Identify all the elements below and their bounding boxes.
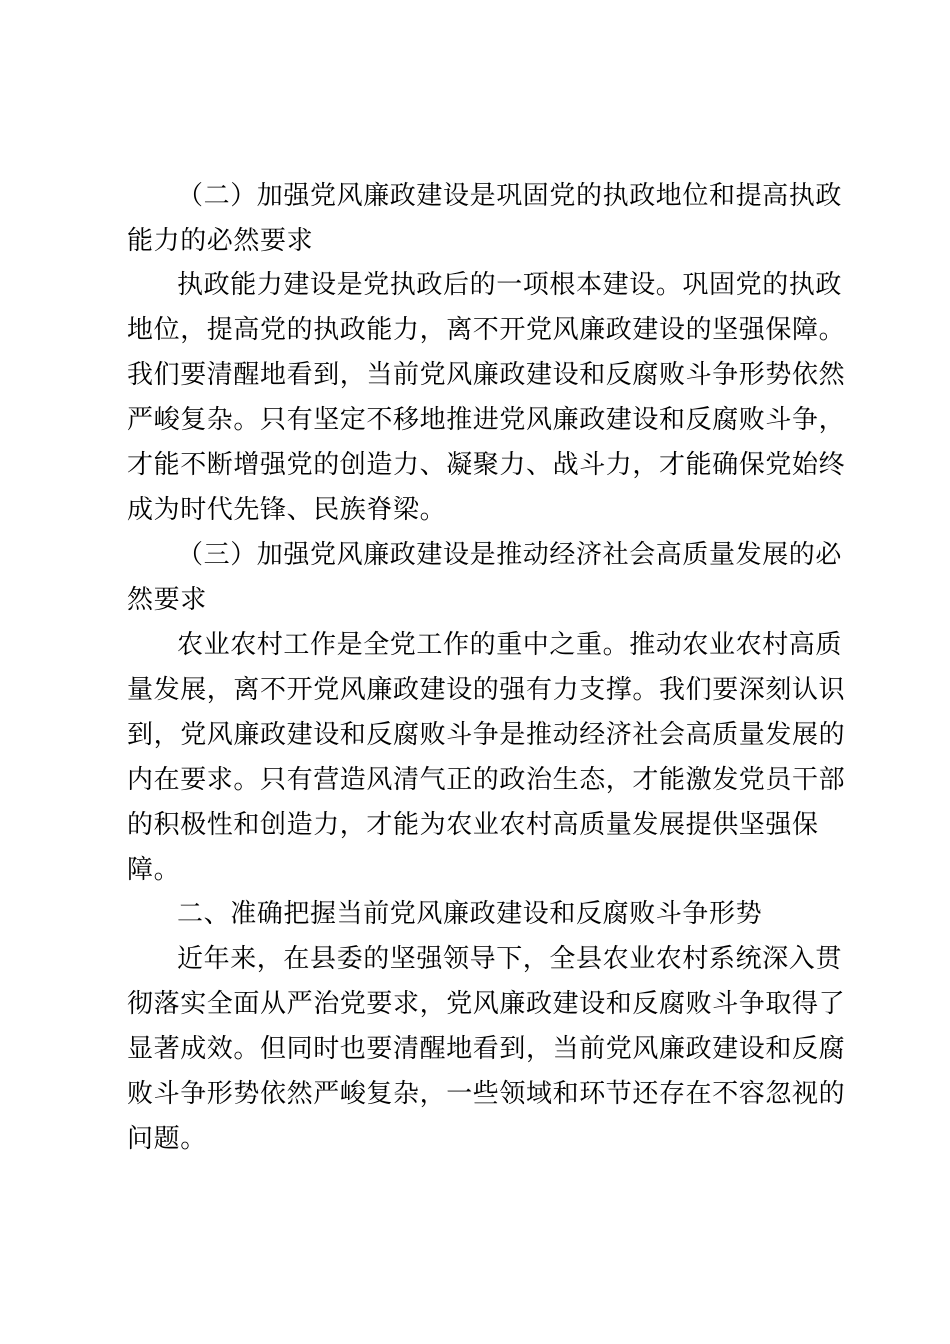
paragraph-1-line-4: 严峻复杂。只有坚定不移地推进党风廉政建设和反腐败斗争，	[127, 405, 846, 435]
paragraph-3-line-5: 问题。	[127, 1124, 207, 1154]
paragraph-3-line-1: 近年来，在县委的坚强领导下，全县农业农村系统深入贯	[177, 944, 843, 974]
paragraph-2-line-6: 障。	[127, 855, 181, 885]
section-heading-2-line-2: 能力的必然要求	[127, 226, 314, 256]
paragraph-2-line-4: 内在要求。只有营造风清气正的政治生态，才能激发党员干部	[127, 765, 846, 795]
paragraph-2-line-2: 量发展，离不开党风廉政建设的强有力支撑。我们要深刻认识	[127, 675, 846, 705]
paragraph-3-line-2: 彻落实全面从严治党要求，党风廉政建设和反腐败斗争取得了	[127, 989, 846, 1019]
section-heading-2-line-1: （二）加强党风廉政建设是巩固党的执政地位和提高执政	[177, 181, 843, 211]
paragraph-1-line-6: 成为时代先锋、民族脊梁。	[127, 495, 447, 525]
paragraph-2-line-3: 到，党风廉政建设和反腐败斗争是推动经济社会高质量发展的	[127, 720, 846, 750]
paragraph-1-line-3: 我们要清醒地看到，当前党风廉政建设和反腐败斗争形势依然	[127, 360, 846, 390]
paragraph-3-line-3: 显著成效。但同时也要清醒地看到，当前党风廉政建设和反腐	[127, 1034, 846, 1064]
section-heading-3-line-1: （三）加强党风廉政建设是推动经济社会高质量发展的必	[177, 540, 843, 570]
paragraph-2-line-1: 农业农村工作是全党工作的重中之重。推动农业农村高质	[177, 630, 843, 660]
paragraph-1-line-5: 才能不断增强党的创造力、凝聚力、战斗力，才能确保党始终	[127, 450, 846, 480]
paragraph-2-line-5: 的积极性和创造力，才能为农业农村高质量发展提供坚强保	[127, 810, 819, 840]
section-heading-3-line-2: 然要求	[127, 585, 207, 615]
chapter-heading-2: 二、准确把握当前党风廉政建设和反腐败斗争形势	[177, 899, 763, 929]
paragraph-3-line-4: 败斗争形势依然严峻复杂，一些领域和环节还存在不容忽视的	[127, 1079, 846, 1109]
paragraph-1-line-2: 地位，提高党的执政能力，离不开党风廉政建设的坚强保障。	[127, 315, 846, 345]
paragraph-1-line-1: 执政能力建设是党执政后的一项根本建设。巩固党的执政	[177, 270, 843, 300]
